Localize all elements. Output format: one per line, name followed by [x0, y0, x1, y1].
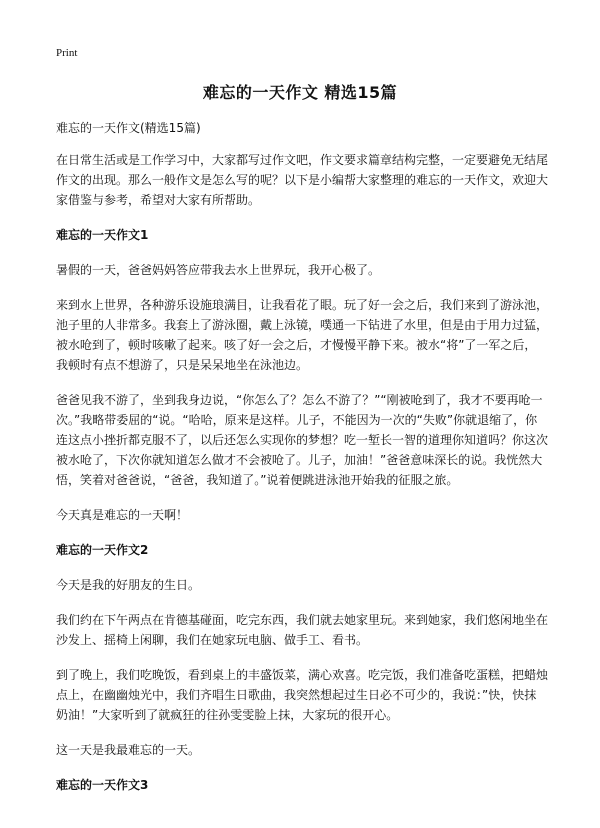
- document-body: [56, 118, 548, 810]
- essay-heading: 难忘的一天作文3: [56, 778, 149, 792]
- essay-paragraph: 爸爸见我不游了，坐到我身边说，“你怎么了？怎么不游了？”“刚被呛到了，我才不要再呛一次。”我略带委屈的“说。“哈哈，原来是这样。儿子，不能因为一次的“失败”你就退缩了，你连这点小挫折都克服不了，以后还怎么实现你的梦想？吃一堑长一智的道理你知道吗？你这次被水呛了，下次你就知道怎么做才不会被呛了。儿子，加油！”爸爸意味深长的说。我恍然大悟，笑着对爸爸说，“爸爸，我知道了。”说着便跳进泳池开始我的征服之旅。: [56, 393, 549, 487]
- essay-heading: 难忘的一天作文2: [56, 543, 149, 557]
- document-subtitle: 难忘的一天作文(精选15篇): [56, 121, 201, 135]
- page-title: 难忘的一天作文 精选15篇: [202, 83, 398, 102]
- essay-paragraph: 今天真是难忘的一天啊！: [56, 508, 189, 522]
- essay-paragraph: 今天是我的好朋友的生日。: [56, 578, 201, 592]
- essay-heading: 难忘的一天作文1: [56, 228, 149, 242]
- print-link[interactable]: Print: [56, 47, 78, 59]
- essay-paragraph: 来到水上世界，各种游乐设施琅满目，让我看花了眼。玩了好一会之后，我们来到了游泳池，池子里的人非常多。我套上了游泳圈，戴上泳镜，噗通一下钻进了水里，但是由于用力过猛，被水呛到了，顿时咳嗽了起来。咳了好一会之后，才慢慢平静下来。被水“将”了一军之后，我顿时有点不想游了，只是呆呆地坐在泳池边。: [56, 298, 549, 372]
- essay-paragraph: 暑假的一天，爸爸妈妈答应带我去水上世界玩，我开心极了。: [56, 263, 381, 277]
- essay-paragraph: 我们约在下午两点在肯德基碰面，吃完东西，我们就去她家里玩。来到她家，我们悠闲地坐在沙发上、摇椅上闲聊，我们在她家玩电脑、做手工、看书。: [56, 613, 549, 647]
- essay-paragraph: 这一天是我最难忘的一天。: [56, 743, 201, 757]
- essay-paragraph: 到了晚上，我们吃晚饭，看到桌上的丰盛饭菜，满心欢喜。吃完饭，我们准备吃蛋糕，把蜡烛点上，在幽幽烛光中，我们齐唱生日歌曲，我突然想起过生日必不可少的，我说：”快，快抹奶油！”大家听到了就疯狂的往孙雯雯脸上抹，大家玩的很开心。: [56, 668, 549, 722]
- intro-paragraph: 在日常生活或是工作学习中，大家都写过作文吧，作文要求篇章结构完整，一定要避免无结尾作文的出现。那么一般作文是怎么写的呢？以下是小编帮大家整理的难忘的一天作文，欢迎大家借鉴与参考，希望对大家有所帮助。: [56, 153, 549, 207]
